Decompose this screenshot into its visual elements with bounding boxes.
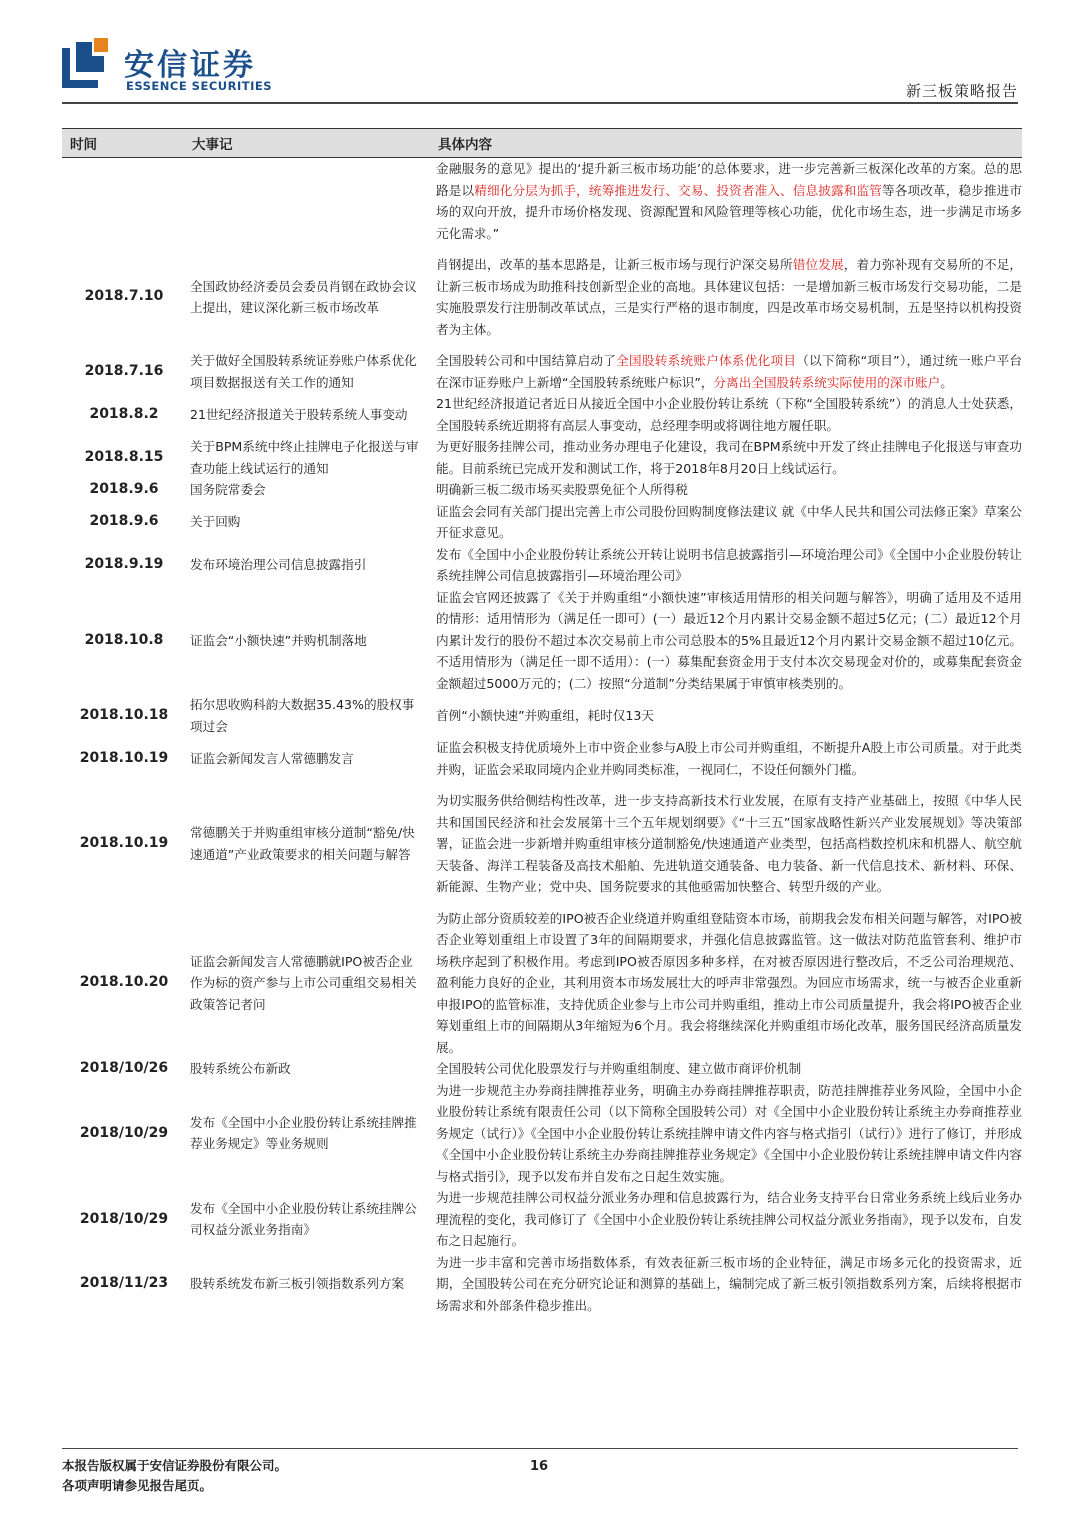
brand-name-en: ESSENCE SECURITIES (126, 79, 272, 93)
disclaimer-notice: 各项声明请参见报告尾页。 (62, 1478, 213, 1493)
detail-text: 等各项改革，稳步推进市场的双向开放，提升市场价格发现、资源配置和风险管理等核心功能，优化市场生态，进一步满足市场多元化需求。” (436, 182, 1023, 241)
events-table-container (62, 128, 1022, 1316)
events-table (62, 128, 1022, 1316)
table-row (62, 340, 1022, 393)
detail-text: 为防止部分资质较差的IPO被否企业绕道并购重组登陆资本市场，前期我会发布相关问题与解答，对IPO被否企业筹划重组上市设置了3年的间隔期要求，并强化信息披露监管。这一做法对防范监管套利、维护市场秩序起到了积极作用。考虑到IPO被否原因多种多样，在对被否原因进行整改后，不乏公司治理规范、盈利能力良好的企业，其利用资本市场发展壮大的呼声非常强烈。为回应市场需求，统一与被否企业重新申报IPO的监管标准，支持优质企业参与上市公司并购重组，推动上市公司质量提升，我会将IPO被否企业筹划重组上市的间隔期从3年缩短为6个月。我会将继续深化并购重组市场化改革，服务国民经济高质量发展。 (436, 910, 1022, 1055)
event-details (432, 158, 1022, 245)
detail-text: 明确新三板二级市场买卖股票免征个人所得税 (436, 482, 688, 497)
table-row (62, 694, 1022, 737)
detail-text: 证监会官网还披露了《关于并购重组“小额快速”审核适用情形的相关问题与解答》，明确了适用及不适用的情形：适用情形为（满足任一即可）(一）最近12个月内累计交易金额不超过5亿元；(二）最近12个月内累计发行的股份不超过本次交易前上市公司总股本的5%且最近12个月内累计交易金额不超过10亿元。不适用情形为（满足任一即不适用）：(一）募集配套资金用于支付本次交易现金对价的，或募集配套资金金额超过5000万元的；(二）按照“分道制”分类结果属于审慎审核类别的。 (436, 589, 1022, 691)
event-date (62, 158, 186, 245)
event-title: 关于回购 (190, 514, 241, 530)
table-row (62, 587, 1022, 695)
detail-text: 肖钢提出，改革的基本思路是，让新三板市场与现行沪深交易所 (436, 257, 793, 272)
detail-text: 21世纪经济报道记者近日从接近全国中小企业股份转让系统（下称“全国股转系统”）的消息人士处获悉，全国股转系统近期将有高层人事变动，总经理李明或将调往地方履任职。 (436, 396, 1022, 433)
footer-notes (62, 1456, 287, 1496)
detail-text: 证监会会同有关部门提出完善上市公司股份回购制度修法建议 就《中华人民共和国公司法修正案》草案公开征求意见。 (436, 503, 1022, 540)
essence-logo-icon (62, 38, 110, 88)
column-header-event: 大事记 (186, 129, 432, 158)
detail-text: 发布《全国中小企业股份转让系统公开转让说明书信息披露指引—环境治理公司》《全国中小企业股份转让系统挂牌公司信息披露指引—环境治理公司》 (436, 546, 1022, 583)
event-details (432, 393, 1022, 436)
detail-text: 证监会积极支持优质境外上市中资企业参与A股上市公司并购重组，不断提升A股上市公司质量。对于此类并购，证监会采取同境内企业并购同类标准，一视同仁，不设任何额外门槛。 (436, 740, 1022, 777)
event-title: 国务院常委会 (190, 482, 266, 497)
event-details (432, 780, 1022, 898)
event-date: 2018.9.19 (84, 556, 164, 573)
footer-divider (62, 1448, 1018, 1449)
event-details (432, 544, 1022, 587)
table-row (62, 501, 1022, 544)
event-title: 发布《全国中小企业股份转让系统挂牌推荐业务规定》等业务规则 (190, 1114, 417, 1152)
table-row (62, 737, 1022, 780)
table-row (62, 436, 1022, 479)
table-row (62, 1252, 1022, 1317)
event-details (432, 479, 1022, 501)
table-row (62, 244, 1022, 340)
event-details (432, 1080, 1022, 1188)
event-title: 发布《全国中小企业股份转让系统挂牌公司权益分派业务指南》 (190, 1200, 417, 1238)
event-date: 2018.10.20 (79, 974, 169, 990)
detail-text: 首例“小额快速”并购重组，耗时仅13天 (436, 707, 654, 723)
detail-text: 。 (940, 374, 953, 390)
table-row (62, 1187, 1022, 1252)
table-body (62, 158, 1022, 1317)
event-title: 全国政协经济委员会委员肖钢在政协会议上提出，建议深化新三板市场改革 (190, 278, 417, 315)
event-title: 关于做好全国股转系统证券账户体系优化项目数据报送有关工作的通知 (190, 353, 417, 390)
event-title: 证监会新闻发言人常德鹏就IPO被否企业作为标的资产参与上市公司重组交易相关政策答记者问 (190, 953, 417, 1012)
event-title: 股转系统公布新政 (190, 1061, 291, 1076)
event-title (186, 158, 432, 245)
event-date: 2018.8.2 (89, 405, 159, 422)
detail-text: ，着力弥补现有交易所的不足，让新三板市场成为助推科技创新型企业的高地。具体建议包括：一是增加新三板市场发行交易功能，二是实施股票发行注册制改革试点，三是实行严格的退市制度，四是改革市场交易机制，五是坚持以机构投资者为主体。 (436, 257, 1023, 337)
table-row (62, 1058, 1022, 1080)
column-header-date: 时间 (62, 129, 186, 158)
highlighted-text: 错位发展 (792, 257, 844, 272)
event-title: 21世纪经济报道关于股转系统人事变动 (190, 406, 408, 422)
event-date: 2018.9.6 (89, 481, 159, 497)
event-title: 证监会新闻发言人常德鹏发言 (190, 750, 354, 766)
detail-text: （以下简称“项目”），通过统一账户平台在深市证券账户上新增“全国股转系统账户标识”， (436, 353, 1023, 390)
detail-text: 金融服务的意见》提出的‘提升新三板市场功能’的总体要求，进一步完善新三板深化改革的方案。总的思路是以 (436, 161, 1022, 198)
header-divider (62, 102, 1018, 104)
detail-text: 为更好服务挂牌公司，推动业务办理电子化建设，我司在BPM系统中开发了终止挂牌电子化报送与审查功能。目前系统已完成开发和测试工作，将于2018年8月20日上线试运行。 (436, 439, 1022, 476)
detail-text: 为切实服务供给侧结构性改革，进一步支持高新技术行业发展，在原有支持产业基础上，按照《中华人民共和国国民经济和社会发展第十三个五年规划纲要》《“十三五”国家战略性新兴产业发展规划》等决策部署，证监会进一步新增并购重组审核分道制豁免/快速通道产业类型，包括高档数控机床和机器人、航空航天装备、海洋工程装备及高技术船舶、先进轨道交通装备、电力装备、新一代信息技术、新材料、环保、新能源、生物产业；党中央、国务院要求的其他亟需加快整合、转型升级的产业。 (436, 793, 1022, 894)
event-details (432, 898, 1022, 1059)
event-date: 2018/10/26 (79, 1060, 169, 1076)
event-details (432, 694, 1022, 737)
detail-text: 全国股转公司优化股票发行与并购重组制度、建立做市商评价机制 (436, 1061, 802, 1076)
detail-text: 为进一步规范挂牌公司权益分派业务办理和信息披露行为，结合业务支持平台日常业务系统上线后业务办理流程的变化，我司修订了《全国中小企业股份转让系统挂牌公司权益分派业务指南》，现予以发布，自发布之日起施行。 (436, 1190, 1022, 1248)
event-details (432, 1252, 1022, 1317)
event-date: 2018.8.15 (84, 448, 164, 465)
detail-text: 为进一步规范主办券商挂牌推荐业务，明确主办券商挂牌推荐职责，防范挂牌推荐业务风险，全国中小企业股份转让系统有限责任公司（以下简称全国股转公司）对《全国中小企业股份转让系统主办券商推荐业务规定（试行）》《全国中小企业股份转让系统挂牌申请文件内容与格式指引（试行）》进行了修订，并形成《全国中小企业股份转让系统主办券商挂牌推荐业务规定》《全国中小企业股份转让系统挂牌申请文件内容与格式指引》，现予以发布并自发布之日起生效实施。 (436, 1082, 1022, 1184)
table-row (62, 1080, 1022, 1188)
event-date: 2018/10/29 (79, 1124, 169, 1141)
detail-text: 全国股转公司和中国结算启动了 (436, 353, 617, 368)
table-header-row (62, 129, 1022, 158)
table-row (62, 780, 1022, 898)
event-title: 常德鹏关于并购重组审核分道制“豁免/快速通道”产业政策要求的相关问题与解答 (190, 825, 415, 862)
event-details (432, 501, 1022, 544)
event-details (432, 244, 1022, 340)
event-title: 关于BPM系统中终止挂牌电子化报送与审查功能上线试运行的通知 (190, 439, 419, 476)
event-date: 2018.10.8 (84, 631, 164, 648)
table-row (62, 479, 1022, 501)
event-date: 2018.10.18 (79, 706, 169, 723)
report-type: 新三板策略报告 (905, 82, 1018, 100)
event-title: 拓尔思收购科韵大数据35.43%的股权事项过会 (190, 697, 415, 734)
brand-name-cn: 安信证券 (124, 48, 256, 83)
event-title: 证监会“小额快速”并购机制落地 (190, 632, 367, 648)
table-row (62, 544, 1022, 587)
event-details (432, 1187, 1022, 1252)
event-date: 2018/11/23 (79, 1275, 169, 1291)
event-details (432, 1058, 1022, 1080)
event-date: 2018.7.16 (84, 362, 164, 379)
highlighted-text: 分离出全国股转系统实际使用的深市账户 (713, 374, 941, 390)
event-date: 2018.7.10 (84, 288, 164, 305)
event-title: 股转系统发布新三板引领指数系列方案 (190, 1276, 405, 1291)
event-date: 2018/10/29 (79, 1210, 169, 1227)
page-header (0, 0, 1080, 104)
event-date: 2018.9.6 (89, 513, 159, 530)
page-number: 16 (530, 1459, 549, 1474)
event-details (432, 587, 1022, 695)
copyright-notice: 本报告版权属于安信证券股份有限公司。 (62, 1458, 288, 1473)
table-row (62, 158, 1022, 245)
highlighted-text: 全国股转系统账户体系优化项目 (616, 353, 797, 368)
event-details (432, 340, 1022, 393)
table-row (62, 393, 1022, 436)
event-title: 发布环境治理公司信息披露指引 (190, 557, 367, 573)
table-row (62, 898, 1022, 1059)
event-details (432, 436, 1022, 479)
detail-text: 为进一步丰富和完善市场指数体系，有效表征新三板市场的企业特征，满足市场多元化的投资需求，近期，全国股转公司在充分研究论证和测算的基础上，编制完成了新三板引领指数系列方案，后续将根据市场需求和外部条件稳步推出。 (436, 1254, 1022, 1313)
column-header-content: 具体内容 (432, 129, 1022, 158)
event-details (432, 737, 1022, 780)
highlighted-text: 精细化分层为抓手，统筹推进发行、交易、投资者准入、信息披露和监管 (474, 182, 882, 198)
event-date: 2018.10.19 (79, 749, 169, 766)
event-date: 2018.10.19 (79, 835, 169, 851)
